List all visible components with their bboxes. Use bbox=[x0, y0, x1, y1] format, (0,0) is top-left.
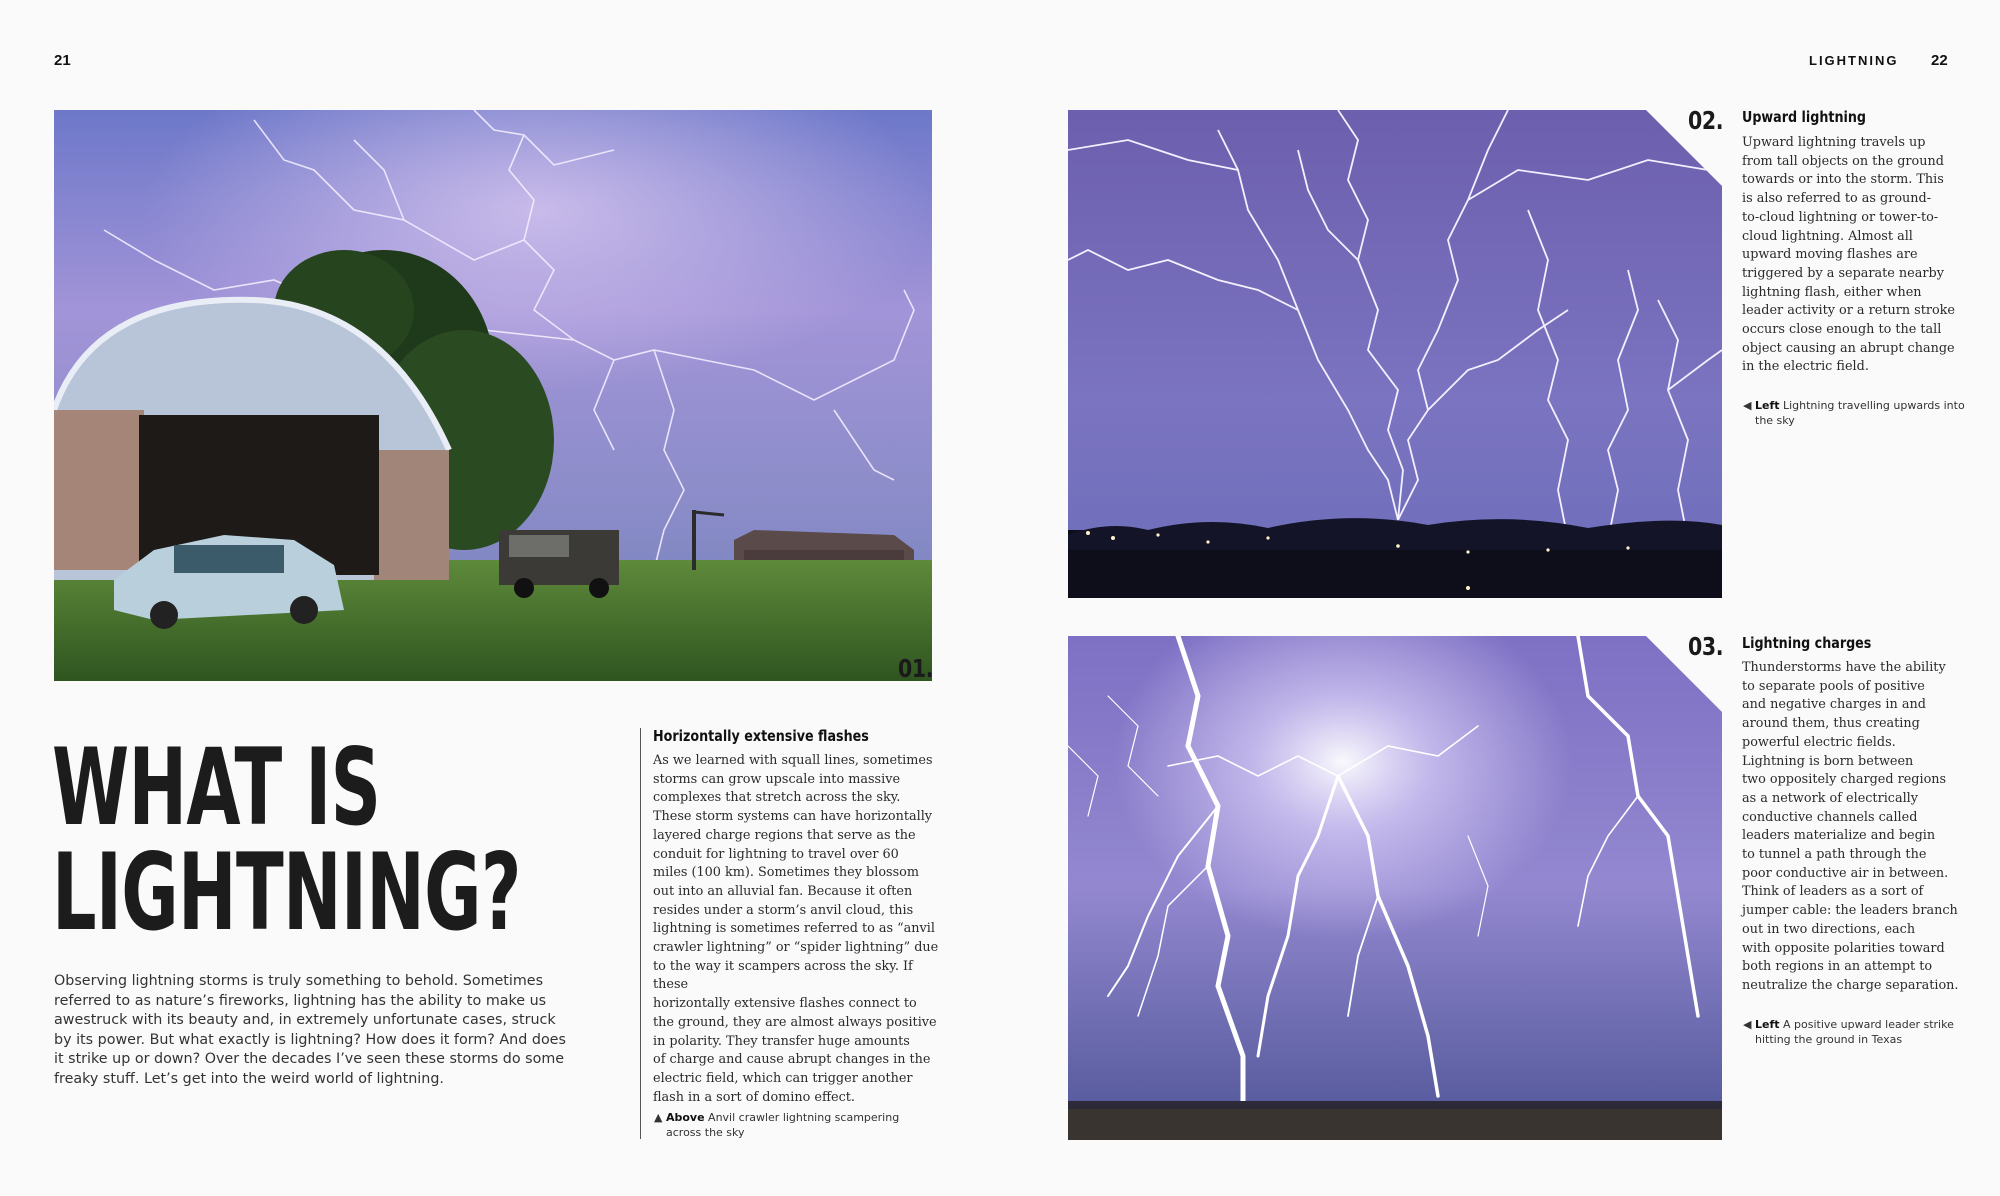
upward-lightning-heading: Upward lightning bbox=[1742, 108, 1867, 126]
caption-label: Left bbox=[1754, 399, 1780, 412]
barn-lightning-image bbox=[54, 110, 932, 681]
caption-label: Above bbox=[665, 1111, 705, 1124]
page-title: WHAT IS LIGHTNING? bbox=[52, 726, 521, 954]
upward-lightning-image bbox=[1068, 110, 1722, 598]
lightning-charges-heading: Lightning charges bbox=[1742, 634, 1872, 652]
section-number-02: 02. bbox=[1688, 106, 1724, 135]
photo-anvil-crawler-barn bbox=[54, 110, 932, 681]
photo-upward-lightning bbox=[1068, 110, 1722, 598]
caption-text: Anvil crawler lightning scampering across the sky bbox=[666, 1111, 900, 1139]
caption-arrow-left-icon: ◀ bbox=[1743, 399, 1752, 412]
sidebar-heading: Horizontally extensive flashes bbox=[653, 727, 869, 745]
intro-paragraph: Observing lightning storms is truly something to behold. Sometimes referred to as nature’s fireworks, lightning has the ability to make us awestruck with its beauty and, in extremely unfortunate cases, struck by its power. But what exactly is lightning? How does it form? And does it strike up or down? Over the decades I’ve seen these storms do some freaky stuff. Let’s get into the weird world of lightning. bbox=[54, 973, 566, 1087]
caption-text: A positive upward leader strike hitting the ground in Texas bbox=[1755, 1018, 1954, 1046]
caption-arrow-left-icon: ◀ bbox=[1743, 1018, 1752, 1031]
ground-strike-image bbox=[1068, 636, 1722, 1140]
section-number-01: 01. bbox=[898, 654, 934, 683]
caption-text: Lightning travelling upwards into the sky bbox=[1755, 399, 1965, 427]
caption-left-upward bbox=[1743, 398, 1970, 428]
lightning-charges-body: Thunderstorms have the ability to separate pools of positive and negative charges in and around them, thus creating powerful electric fields. Lightning is born between two oppositely charged regions as a network of electrically conductive channels called leaders materialize and begin to tunnel a path through the poor conductive air in between. Think of leaders as a sort of jumper cable: the leaders branch out in two directions, each with opposite polarities toward both regions in an attempt to neutralize the charge separation. bbox=[1742, 660, 1959, 993]
photo-lightning-charges bbox=[1068, 636, 1722, 1140]
caption-arrow-up-icon: ▲ bbox=[654, 1111, 663, 1124]
caption-label: Left bbox=[1754, 1018, 1780, 1031]
upward-lightning-body: Upward lightning travels up from tall objects on the ground towards or into the storm. This is also referred to as ground- to-cloud lightning or tower-to- cloud lightning. Almost all upward moving flashes are triggered by a separate nearby lightning flash, either when leader activity or a return stroke occurs close enough to the tall object causing an abrupt change in the electric field. bbox=[1742, 135, 1955, 375]
column-rule bbox=[640, 728, 641, 1139]
section-number-03: 03. bbox=[1688, 632, 1724, 661]
caption-left-charges bbox=[1743, 1017, 1970, 1047]
running-head: LIGHTNING bbox=[1809, 53, 1899, 68]
sidebar-body: As we learned with squall lines, sometimes storms can grow upscale into massive complexes that stretch across the sky. These storm systems can have horizontally layered charge regions that serve as the conduit for lightning to travel over 60 miles (100 km). Sometimes they blossom out into an alluvial fan. Because it often resides under a storm’s anvil cloud, this lightning is sometimes referred to as “anvil crawler lightning” or “spider lightning” due to the way it scampers across the sky. If these horizontally extensive flashes connect to the ground, they are almost always positive in polarity. They transfer huge amounts of charge and cause abrupt changes in the electric field, which can trigger another flash in a sort of domino effect. bbox=[653, 753, 939, 1105]
left-page-number: 21 bbox=[54, 52, 71, 69]
caption-above bbox=[654, 1110, 926, 1140]
right-page-number: 22 bbox=[1931, 52, 1948, 69]
